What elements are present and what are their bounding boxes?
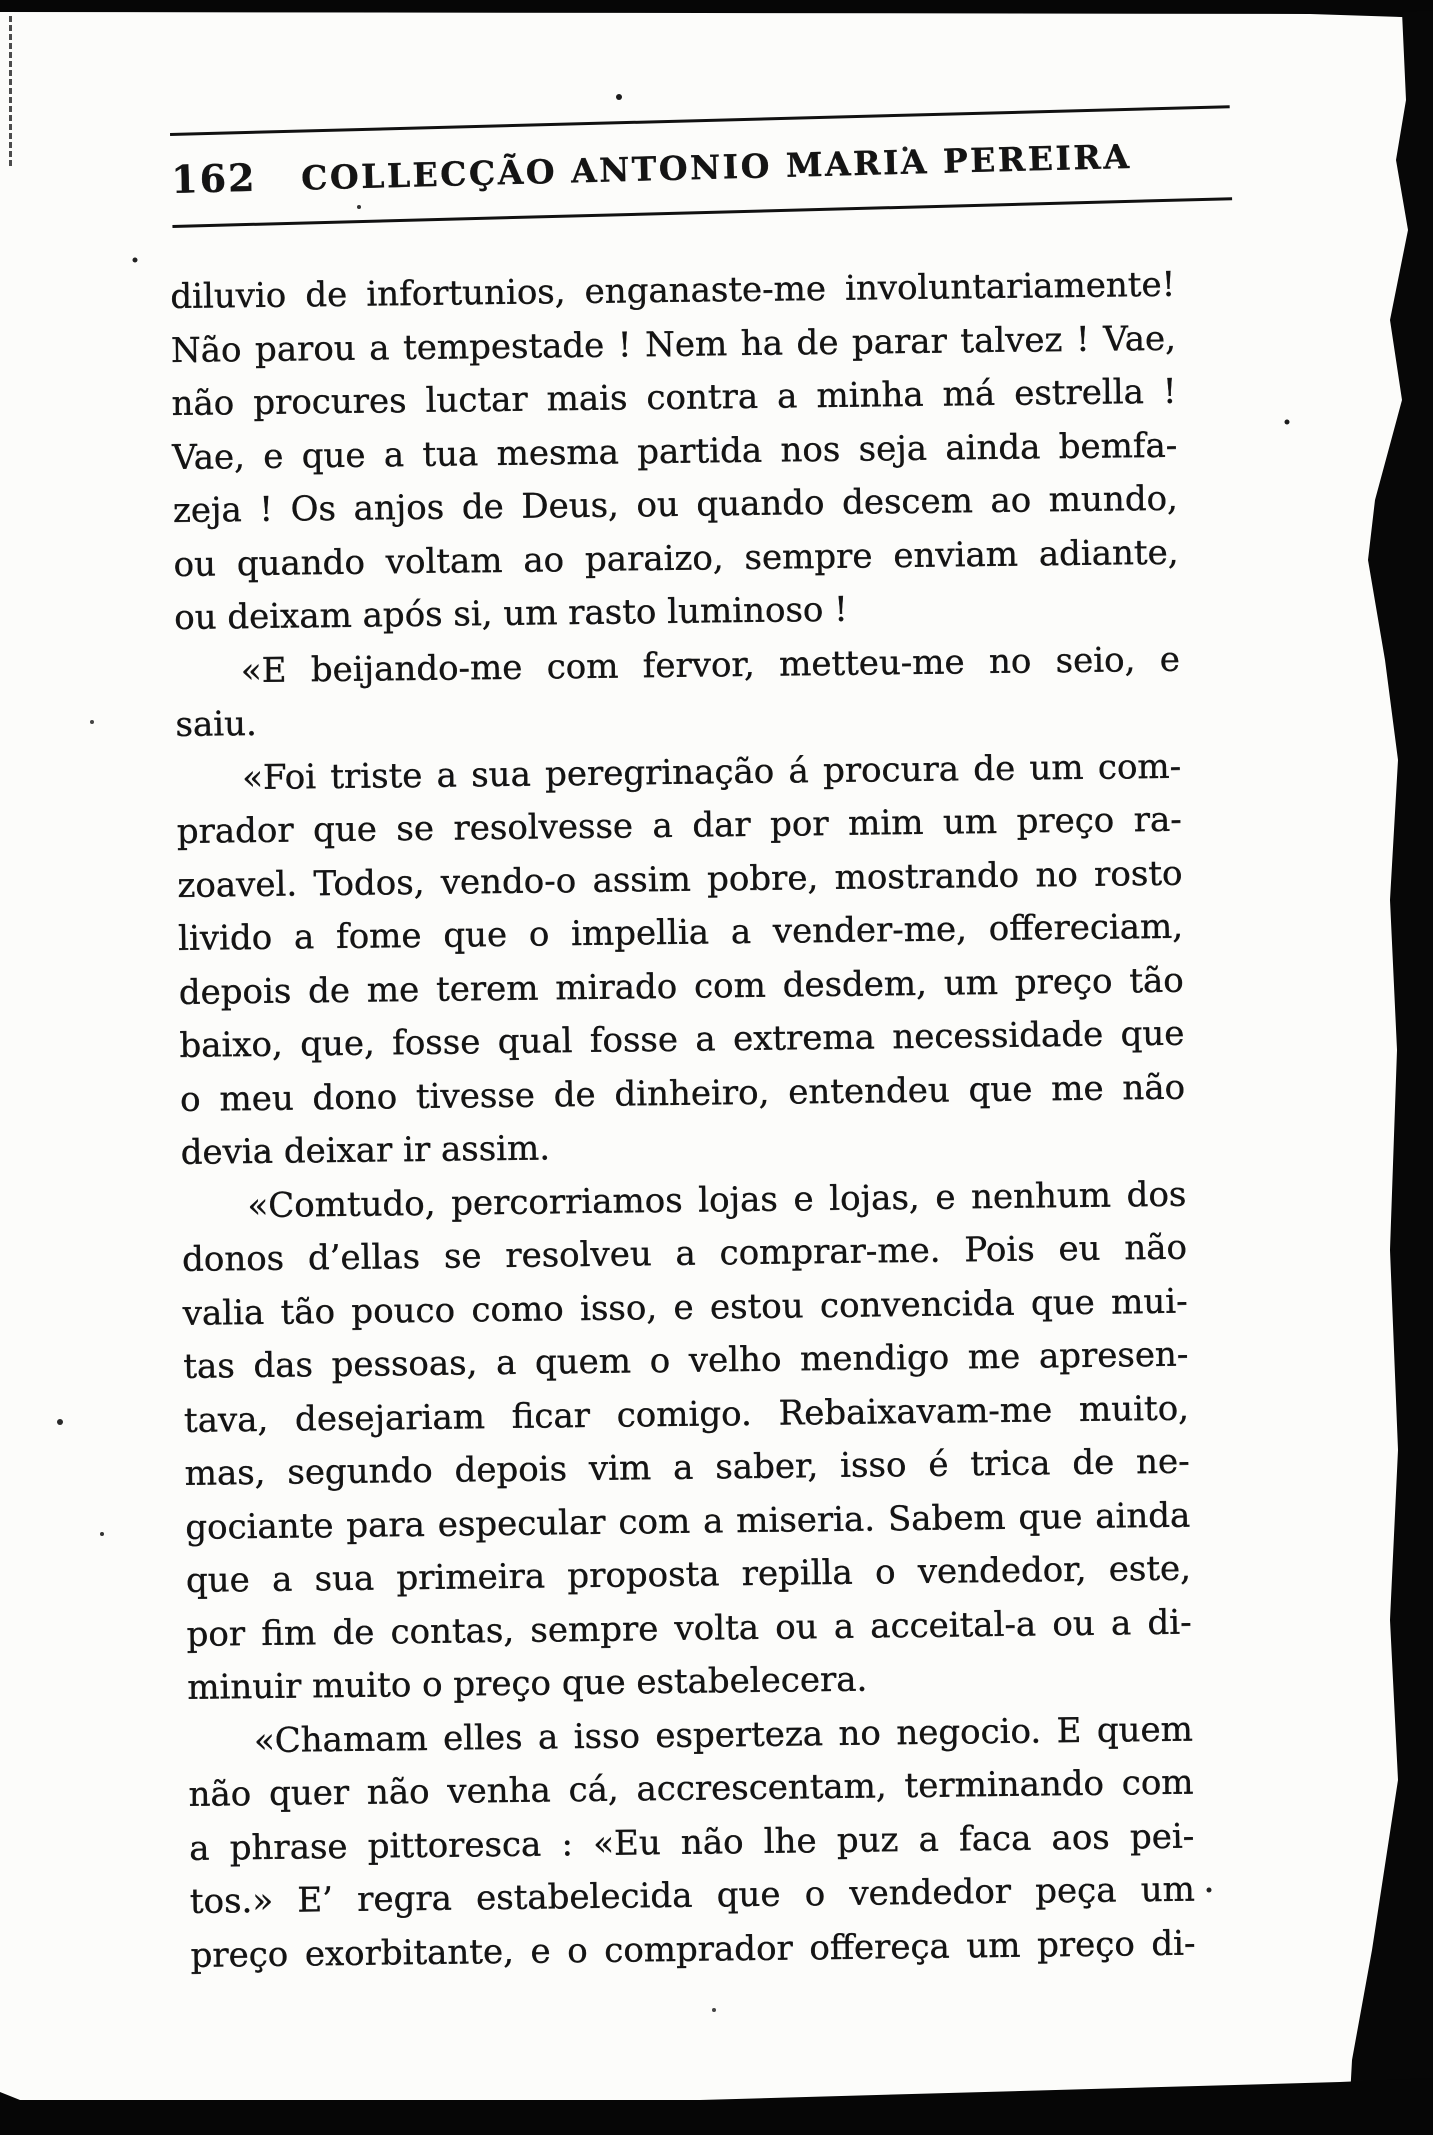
- text-line: tos.» E’ regra estabelecida que o vendedor peça um: [189, 1869, 1196, 1922]
- text-line: preço exorbitante, e o comprador offereça um preço di-: [190, 1923, 1196, 1976]
- text-line: baixo, que, fosse qual fosse a extrema necessidade que: [179, 1013, 1185, 1066]
- text-line: livido a fome que o impellia a vender-me, offereciam,: [177, 906, 1184, 959]
- text-line: diluvio de infortunios, enganaste-me involuntariamente!: [170, 264, 1176, 317]
- text-line: valia tão pouco como isso, e estou convencida que mui-: [182, 1281, 1188, 1334]
- text-line: zeja ! Os anjos de Deus, ou quando descem ao mundo,: [172, 478, 1179, 531]
- text-line: gociante para especular com a miseria. Sabem que ainda: [185, 1495, 1191, 1548]
- bottom-edge-band: [0, 2078, 1433, 2135]
- header-rule-bottom: [172, 197, 1232, 228]
- text-line: «Chamam elles a isso esperteza no negocio. E quem: [253, 1709, 1194, 1761]
- right-gutter-band: [1348, 10, 1433, 2135]
- text-line: zoavel. Todos, vendo-o assim pobre, mostrando no rosto: [177, 853, 1183, 906]
- text-line: «Foi triste a sua peregrinação á procura de um com-: [241, 746, 1182, 798]
- page-header: [170, 105, 1232, 233]
- header-rule-top: [170, 105, 1230, 136]
- body-text: [170, 259, 1196, 1983]
- text-line: que a sua primeira proposta repilla o vendedor, este,: [185, 1548, 1192, 1601]
- text-line: minuir muito o preço que estabelecera.: [187, 1659, 868, 1708]
- text-line: não quer não venha cá, accrescentam, terminando com: [188, 1762, 1194, 1815]
- text-line: donos d’ellas se resolveu a comprar-me. Pois eu não: [181, 1227, 1188, 1280]
- text-line: a phrase pittoresca : «Eu não lhe puz a faca aos pei-: [189, 1816, 1195, 1869]
- text-line: tas das pessoas, a quem o velho mendigo me apresen-: [183, 1334, 1189, 1387]
- text-line: Não parou a tempestade ! Nem ha de parar talvez ! Vae,: [170, 318, 1177, 371]
- text-line: ou quando voltam ao paraizo, sempre enviam adiante,: [173, 532, 1179, 585]
- text-line: tava, desejariam ficar comigo. Rebaixavam-me muito,: [183, 1388, 1190, 1441]
- text-line: ou deixam após si, um rasto luminoso !: [173, 589, 849, 638]
- text-line: o meu dono tivesse de dinheiro, entendeu que me não: [179, 1067, 1186, 1120]
- text-line: devia deixar ir assim.: [180, 1128, 551, 1173]
- text-line: não procures luctar mais contra a minha má estrella !: [171, 371, 1177, 424]
- left-margin-dash-mark: [9, 16, 12, 166]
- text-line: depois de me terem mirado com desdem, um preço tão: [178, 960, 1184, 1013]
- text-line: mas, segundo depois vim a saber, isso é trica de ne-: [184, 1441, 1190, 1494]
- text-line: «Comtudo, percorriamos lojas e lojas, e nenhum dos: [247, 1174, 1187, 1226]
- page-number: 162: [170, 154, 258, 202]
- text-line: «E beijando-me com fervor, metteu-me no seio, e: [240, 639, 1181, 691]
- text-line: saiu.: [175, 703, 258, 745]
- text-line: Vae, e que a tua mesma partida nos seja ainda bemfa-: [172, 425, 1178, 478]
- ink-specks: [0, 0, 4, 4]
- text-line: por fim de contas, sempre volta ou a acceital-a ou a di-: [186, 1602, 1192, 1655]
- header-title: COLLECÇÃO ANTONIO MARIA PEREIRA: [300, 136, 1132, 198]
- top-edge-band: [0, 0, 1433, 18]
- text-line: prador que se resolvesse a dar por mim um preço ra-: [176, 799, 1183, 852]
